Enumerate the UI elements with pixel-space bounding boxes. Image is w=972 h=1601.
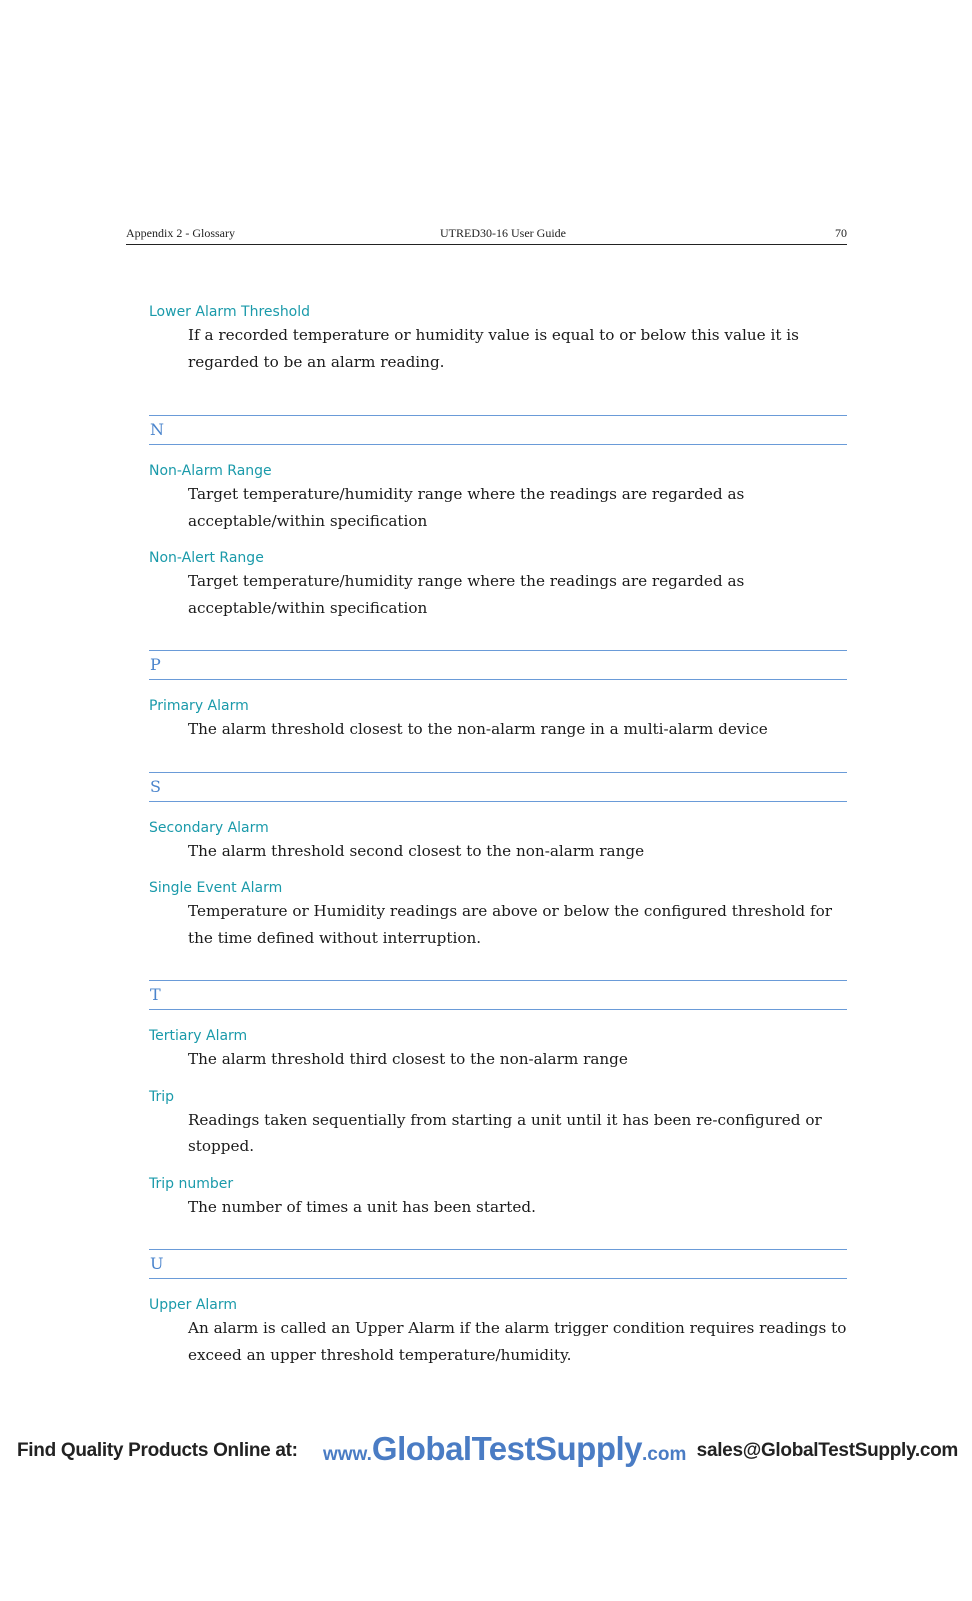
glossary-term: Lower Alarm Threshold: [149, 304, 311, 320]
glossary-definition: The alarm threshold second closest to the non-alarm range: [188, 841, 645, 860]
glossary-entry: [149, 696, 847, 743]
glossary-entry: [149, 818, 847, 865]
glossary-entry: [149, 1026, 847, 1073]
header-page-number: 70: [835, 226, 847, 240]
glossary-term: Trip number: [149, 1175, 234, 1192]
glossary-term: Non-Alarm Range: [149, 463, 272, 479]
glossary-definition: Target temperature/humidity range where the readings are regarded as acceptable/within specification: [188, 485, 745, 530]
glossary-definition: Target temperature/humidity range where the readings are regarded as acceptable/within specification: [188, 572, 745, 617]
glossary-definition: An alarm is called an Upper Alarm if the alarm trigger condition requires readings to exceed an upper threshold temperature/humidity.: [188, 1319, 847, 1364]
glossary-term: Trip: [149, 1088, 175, 1105]
promo-footer: [0, 1430, 972, 1470]
letter-divider-u: U: [149, 1249, 847, 1279]
header-document-title: UTRED30-16 User Guide: [440, 226, 566, 240]
glossary-definition: The number of times a unit has been started.: [188, 1197, 536, 1216]
glossary-definition: Temperature or Humidity readings are above or below the configured threshold for the time defined without interruption.: [188, 902, 832, 947]
glossary-term: Primary Alarm: [149, 698, 249, 714]
glossary-entry: [149, 878, 847, 951]
footer-tagline: Find Quality Products Online at:: [17, 1440, 298, 1461]
footer-url-brand: GlobalTestSupply: [371, 1430, 643, 1467]
glossary-term: Non-Alert Range: [149, 550, 264, 566]
glossary-term: Upper Alarm: [149, 1297, 238, 1313]
letter-divider-s: S: [149, 772, 847, 802]
letter-divider-p: P: [149, 650, 847, 680]
page-header: [126, 222, 847, 245]
glossary-definition: Readings taken sequentially from starting a unit until it has been re-configured or stopped.: [188, 1110, 822, 1155]
header-section-title: Appendix 2 - Glossary: [126, 226, 235, 240]
glossary-content: [149, 302, 847, 1368]
glossary-entry: [149, 461, 847, 534]
glossary-term: Secondary Alarm: [149, 819, 269, 836]
glossary-definition: The alarm threshold third closest to the non-alarm range: [188, 1050, 628, 1068]
glossary-entry: [149, 1087, 847, 1160]
glossary-definition: If a recorded temperature or humidity value is equal to or below this value it is regarded to be an alarm reading.: [188, 326, 799, 371]
glossary-term: Tertiary Alarm: [149, 1028, 248, 1044]
glossary-definition: The alarm threshold closest to the non-alarm range in a multi-alarm device: [188, 720, 768, 738]
glossary-entry: [149, 548, 847, 621]
footer-email-link[interactable]: sales@GlobalTestSupply.com: [696, 1440, 958, 1461]
letter-divider-n: N: [149, 415, 847, 445]
letter-divider-t: T: [149, 980, 847, 1010]
glossary-term: Single Event Alarm: [149, 880, 283, 896]
footer-url-prefix: www.: [323, 1444, 372, 1465]
footer-url-suffix: .com: [642, 1444, 687, 1465]
glossary-entry: [149, 302, 847, 375]
glossary-entry: [149, 1174, 847, 1221]
glossary-entry: [149, 1295, 847, 1368]
footer-website-link[interactable]: [323, 1430, 686, 1468]
